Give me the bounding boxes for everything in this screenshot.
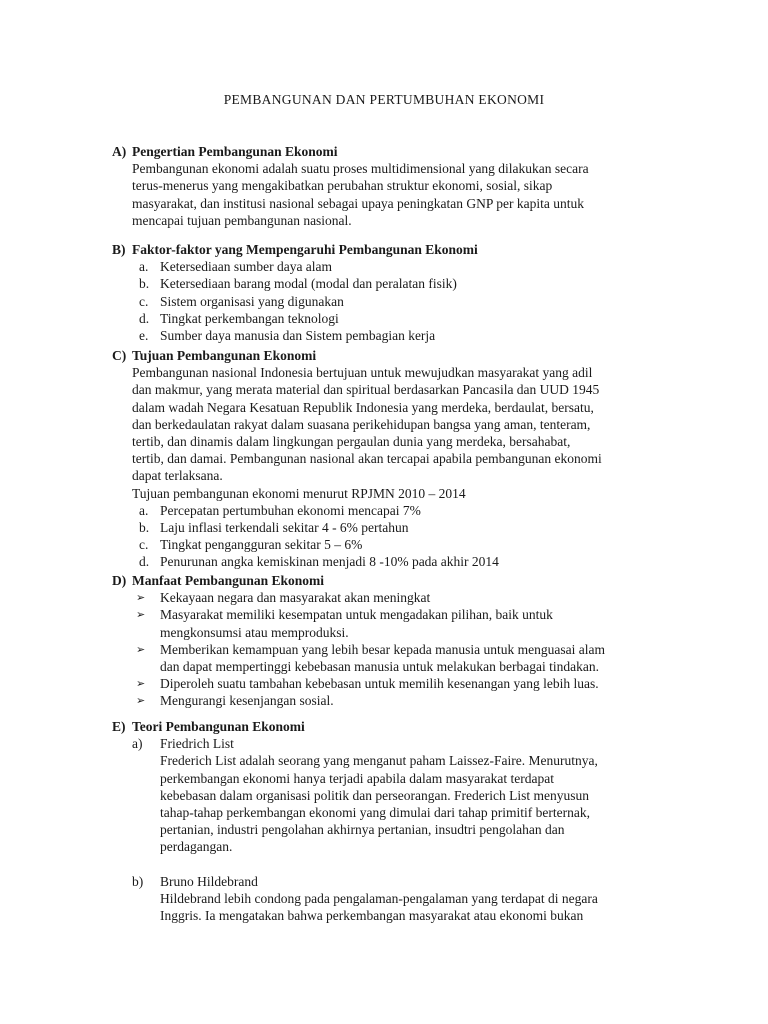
list-item xyxy=(112,310,672,327)
arrow-bullet-icon: ➢ xyxy=(136,694,146,708)
list-item xyxy=(112,606,672,640)
paragraph-line: tahap-tahap perkembangan ekonomi yang dimulai dari tahap primitif berternak, xyxy=(160,805,590,820)
section-d-letter: D) xyxy=(112,573,127,588)
paragraph-line: Hildebrand lebih condong pada pengalaman-pengalaman yang terdapat di negara xyxy=(160,890,598,906)
theory-item-friedrich-list xyxy=(112,735,672,855)
spacer xyxy=(112,856,672,873)
list-item-text: Tingkat pengangguran sekitar 5 – 6% xyxy=(160,537,363,553)
list-item xyxy=(112,675,672,692)
paragraph-line: masyarakat, dan institusi nasional sebagai upaya peningkatan GNP per kapita untuk xyxy=(132,195,585,211)
list-item xyxy=(112,536,672,553)
list-item xyxy=(112,293,672,310)
list-item xyxy=(112,327,672,344)
list-item xyxy=(112,258,672,275)
paragraph-line: kebebasan dalam organisasi politik dan perseorangan. Frederich List menyusun xyxy=(160,787,590,803)
paragraph-line: Pembangunan nasional Indonesia bertujuan untuk mewujudkan masyarakat yang adil xyxy=(132,365,593,381)
arrow-bullet-icon: ➢ xyxy=(136,608,146,622)
section-a-heading xyxy=(112,143,672,160)
theory-name: Bruno Hildebrand xyxy=(160,873,258,889)
paragraph-line: Pembangunan ekonomi adalah suatu proses multidimensional yang dilakukan secara xyxy=(132,161,589,177)
section-c-paragraph xyxy=(112,364,672,502)
factor-list xyxy=(112,258,672,344)
section-a xyxy=(112,143,672,229)
paragraph-line: mencapai tujuan pembangunan nasional. xyxy=(132,212,352,228)
list-item xyxy=(112,275,672,292)
list-item xyxy=(112,641,672,675)
arrow-bullet-icon: ➢ xyxy=(136,677,146,691)
section-e-heading xyxy=(112,718,672,735)
list-item-text: Mengurangi kesenjangan sosial. xyxy=(160,693,334,709)
list-marker: e. xyxy=(139,328,149,343)
paragraph-line: Inggris. Ia mengatakan bahwa perkembangan masyarakat atau ekonomi bukan xyxy=(160,908,584,924)
paragraph-line: Frederich List adalah seorang yang menganut paham Laissez-Faire. Menurutnya, xyxy=(160,753,598,769)
paragraph-line: dapat terlaksana. xyxy=(132,468,223,484)
paragraph-line: Tujuan pembangunan ekonomi menurut RPJMN 2010 – 2014 xyxy=(132,485,466,501)
list-item-text: dan dapat mempertinggi kebebasan manusia untuk melakukan berbagai tindakan. xyxy=(160,659,599,674)
section-e-letter: E) xyxy=(112,719,126,734)
list-item-text: Sumber daya manusia dan Sistem pembagian kerja xyxy=(160,328,436,343)
section-c-letter: C) xyxy=(112,348,127,363)
list-item-text: Percepatan pertumbuhan ekonomi mencapai 7% xyxy=(160,502,421,518)
list-item xyxy=(112,553,672,570)
arrow-bullet-icon: ➢ xyxy=(136,591,146,605)
list-marker: a. xyxy=(139,259,149,275)
section-a-title: Pengertian Pembangunan Ekonomi xyxy=(132,144,338,159)
section-b xyxy=(112,241,672,344)
list-marker: d. xyxy=(139,310,150,326)
paragraph-line: perdagangan. xyxy=(160,839,233,855)
list-item-text: Penurunan angka kemiskinan menjadi 8 -10% pada akhir 2014 xyxy=(160,554,499,570)
list-item-text: Sistem organisasi yang digunakan xyxy=(160,293,344,309)
list-marker: a. xyxy=(139,502,149,518)
paragraph-line: pertanian, industri pengolahan akhirnya pertanian, insudtri pengolahan dan xyxy=(160,822,565,838)
section-a-letter: A) xyxy=(112,144,127,159)
section-a-paragraph xyxy=(112,160,672,229)
section-b-letter: B) xyxy=(112,242,126,257)
list-item-text: Memberikan kemampuan yang lebih besar kepada manusia untuk menguasai alam xyxy=(160,641,605,657)
list-marker: a) xyxy=(132,736,143,752)
section-b-heading xyxy=(112,241,672,258)
list-marker: d. xyxy=(139,554,150,570)
list-item xyxy=(112,589,672,606)
benefit-list xyxy=(112,589,672,709)
paragraph-line: terus-menerus yang mengakibatkan perubahan struktur ekonomi, sosial, sikap xyxy=(132,178,553,194)
list-item-text: Ketersediaan sumber daya alam xyxy=(160,259,333,275)
list-item-text: Tingkat perkembangan teknologi xyxy=(160,310,339,326)
list-item xyxy=(112,502,672,519)
paragraph-line: tertib, dan damai. Pembangunan nasional akan tercapai apabila pembangunan ekonomi xyxy=(132,451,602,467)
list-item xyxy=(112,692,672,709)
list-item-text: Masyarakat memiliki kesempatan untuk mengadakan pilihan, baik untuk xyxy=(160,607,553,623)
arrow-bullet-icon: ➢ xyxy=(136,642,146,656)
list-marker: b) xyxy=(132,873,144,889)
section-d xyxy=(112,572,672,710)
document-title: PEMBANGUNAN DAN PERTUMBUHAN EKONOMI xyxy=(223,92,545,107)
list-item-text: Kekayaan negara dan masyarakat akan meningkat xyxy=(160,590,431,606)
paragraph-line: dan berkedaulatan rakyat dalam suasana perikehidupan bangsa yang aman, tenteram, xyxy=(132,416,591,432)
list-item-text: mengkonsumsi atau memproduksi. xyxy=(160,624,349,640)
section-c-heading xyxy=(112,347,672,364)
paragraph-line: dan makmur, yang merata material dan spiritual berdasarkan Pancasila dan UUD 1945 xyxy=(132,382,600,398)
paragraph-line: tertib, dan dinamis dalam lingkungan pergaulan dunia yang merdeka, bersahabat, xyxy=(132,434,571,449)
list-item-text: Diperoleh suatu tambahan kebebasan untuk memilih kesenangan yang lebih luas. xyxy=(160,676,599,692)
section-d-title: Manfaat Pembangunan Ekonomi xyxy=(132,573,325,588)
list-item-text: Laju inflasi terkendali sekitar 4 - 6% pertahun xyxy=(160,520,409,536)
theory-name: Friedrich List xyxy=(160,736,234,752)
list-marker: c. xyxy=(139,293,149,309)
section-d-heading xyxy=(112,572,672,589)
section-c-title: Tujuan Pembangunan Ekonomi xyxy=(132,348,317,363)
list-item xyxy=(112,519,672,536)
section-e-title: Teori Pembangunan Ekonomi xyxy=(132,719,305,734)
target-list xyxy=(112,502,672,571)
section-b-title: Faktor-faktor yang Mempengaruhi Pembangunan Ekonomi xyxy=(132,242,478,257)
section-e xyxy=(112,718,672,924)
section-c xyxy=(112,347,672,571)
list-marker: c. xyxy=(139,537,149,553)
list-marker: b. xyxy=(139,520,150,536)
list-marker: b. xyxy=(139,276,150,292)
theory-item-bruno-hildebrand xyxy=(112,873,672,925)
list-item-text: Ketersediaan barang modal (modal dan peralatan fisik) xyxy=(160,276,457,292)
paragraph-line: perkembangan ekonomi hanya terjadi apabila dalam masyarakat terdapat xyxy=(160,770,554,786)
paragraph-line: dalam wadah Negara Kesatuan Republik Indonesia yang merdeka, berdaulat, bersatu, xyxy=(132,399,594,415)
